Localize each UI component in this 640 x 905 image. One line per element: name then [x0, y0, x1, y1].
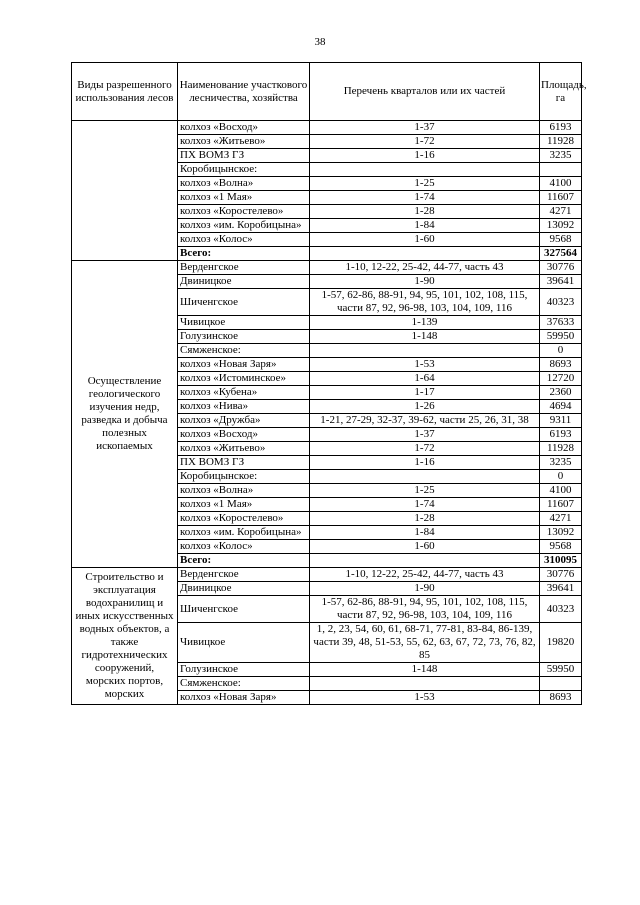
table-row	[72, 121, 582, 135]
forest-use-table	[71, 62, 587, 705]
forestry-name-cell: Двиницкое	[178, 275, 310, 289]
area-cell: 37633	[540, 316, 582, 330]
quarters-cell: 1-60	[310, 540, 540, 554]
forestry-name-cell: колхоз «им. Коробицына»	[178, 219, 310, 233]
quarters-cell: 1-64	[310, 372, 540, 386]
area-cell: 12720	[540, 372, 582, 386]
area-cell: 3235	[540, 149, 582, 163]
forestry-name-cell: Верденгское	[178, 261, 310, 275]
quarters-cell: 1-53	[310, 691, 540, 705]
table-row	[72, 261, 582, 275]
quarters-cell	[310, 344, 540, 358]
header-quarters: Перечень кварталов или их частей	[310, 63, 540, 121]
area-cell: 4271	[540, 205, 582, 219]
forestry-name-cell: Голузинское	[178, 663, 310, 677]
area-cell: 39641	[540, 582, 582, 596]
forestry-name-cell: колхоз «Новая Заря»	[178, 691, 310, 705]
quarters-cell	[310, 247, 540, 261]
forestry-name-cell: колхоз «Волна»	[178, 177, 310, 191]
forestry-name-cell: Коробицынское:	[178, 470, 310, 484]
quarters-cell: 1-90	[310, 582, 540, 596]
quarters-cell: 1-10, 12-22, 25-42, 44-77, часть 43	[310, 568, 540, 582]
total-label: Всего:	[178, 554, 310, 568]
area-cell: 4100	[540, 177, 582, 191]
area-cell: 4271	[540, 512, 582, 526]
forestry-name-cell: колхоз «Новая Заря»	[178, 358, 310, 372]
forestry-name-cell: колхоз «Волна»	[178, 484, 310, 498]
forestry-name-cell: колхоз «1 Мая»	[178, 191, 310, 205]
area-cell: 6193	[540, 121, 582, 135]
area-cell	[540, 677, 582, 691]
forestry-name-cell: колхоз «Колос»	[178, 540, 310, 554]
forestry-name-cell: колхоз «Нива»	[178, 400, 310, 414]
quarters-cell: 1-90	[310, 275, 540, 289]
header-area: Площадь, га	[540, 63, 582, 121]
area-cell: 0	[540, 470, 582, 484]
quarters-cell: 1-53	[310, 358, 540, 372]
quarters-cell: 1-148	[310, 330, 540, 344]
quarters-cell: 1-28	[310, 205, 540, 219]
forestry-name-cell: Чивицкое	[178, 623, 310, 663]
area-cell	[540, 163, 582, 177]
quarters-cell: 1-21, 27-29, 32-37, 39-62, части 25, 26, 31, 38	[310, 414, 540, 428]
forestry-name-cell: Сямженское:	[178, 344, 310, 358]
quarters-cell: 1-57, 62-86, 88-91, 94, 95, 101, 102, 108, 115, части 87, 92, 96-98, 103, 104, 109, 116	[310, 596, 540, 623]
use-type-cell: Осуществление геологического изучения недр, разведка и добыча полезных ископаемых	[72, 261, 178, 568]
forestry-name-cell: Двиницкое	[178, 582, 310, 596]
forestry-name-cell: Верденгское	[178, 568, 310, 582]
area-cell: 40323	[540, 596, 582, 623]
area-cell: 59950	[540, 330, 582, 344]
quarters-cell: 1-25	[310, 484, 540, 498]
area-cell: 11607	[540, 191, 582, 205]
area-cell: 30776	[540, 568, 582, 582]
area-cell: 0	[540, 344, 582, 358]
quarters-cell	[310, 554, 540, 568]
area-cell: 9568	[540, 233, 582, 247]
quarters-cell: 1-72	[310, 442, 540, 456]
quarters-cell: 1-57, 62-86, 88-91, 94, 95, 101, 102, 108, 115, части 87, 92, 96-98, 103, 104, 109, 116	[310, 289, 540, 316]
quarters-cell: 1-37	[310, 121, 540, 135]
forestry-name-cell: колхоз «1 Мая»	[178, 498, 310, 512]
area-cell: 4694	[540, 400, 582, 414]
forestry-name-cell: Шиченгское	[178, 596, 310, 623]
area-cell: 11928	[540, 442, 582, 456]
quarters-cell: 1-74	[310, 191, 540, 205]
forestry-name-cell: колхоз «Коростелево»	[178, 512, 310, 526]
forestry-name-cell: колхоз «им. Коробицына»	[178, 526, 310, 540]
quarters-cell: 1-139	[310, 316, 540, 330]
area-cell: 40323	[540, 289, 582, 316]
area-cell: 3235	[540, 456, 582, 470]
area-cell: 2360	[540, 386, 582, 400]
quarters-cell: 1-16	[310, 456, 540, 470]
use-type-cell: Строительство и эксплуатация водохранилищ и иных искусственных водных объектов, а также гидротехнических сооружений, морских портов, морских	[72, 568, 178, 705]
quarters-cell: 1-74	[310, 498, 540, 512]
forestry-name-cell: колхоз «Восход»	[178, 428, 310, 442]
quarters-cell	[310, 677, 540, 691]
total-area-cell: 310095	[540, 554, 582, 568]
quarters-cell: 1-84	[310, 219, 540, 233]
quarters-cell: 1-72	[310, 135, 540, 149]
table-row	[72, 568, 582, 582]
area-cell: 30776	[540, 261, 582, 275]
quarters-cell: 1-84	[310, 526, 540, 540]
forestry-name-cell: ПХ ВОМЗ ГЗ	[178, 149, 310, 163]
header-type: Виды разрешенного использования лесов	[72, 63, 178, 121]
header-name: Наименование участкового лесничества, хозяйства	[178, 63, 310, 121]
forestry-name-cell: колхоз «Коростелево»	[178, 205, 310, 219]
quarters-cell: 1-37	[310, 428, 540, 442]
forestry-name-cell: колхоз «Истоминское»	[178, 372, 310, 386]
total-area-cell: 327564	[540, 247, 582, 261]
forestry-name-cell: Чивицкое	[178, 316, 310, 330]
quarters-cell: 1-10, 12-22, 25-42, 44-77, часть 43	[310, 261, 540, 275]
quarters-cell: 1-25	[310, 177, 540, 191]
area-cell: 13092	[540, 526, 582, 540]
area-cell: 9568	[540, 540, 582, 554]
area-cell: 39641	[540, 275, 582, 289]
quarters-cell: 1, 2, 23, 54, 60, 61, 68-71, 77-81, 83-84, 86-139, части 39, 48, 51-53, 55, 62, 63, 67, 72, 73, 76, 82, 85	[310, 623, 540, 663]
forestry-name-cell: Коробицынское:	[178, 163, 310, 177]
area-cell: 8693	[540, 691, 582, 705]
area-cell: 4100	[540, 484, 582, 498]
forestry-name-cell: колхоз «Колос»	[178, 233, 310, 247]
quarters-cell: 1-26	[310, 400, 540, 414]
quarters-cell: 1-60	[310, 233, 540, 247]
quarters-cell: 1-17	[310, 386, 540, 400]
quarters-cell	[310, 470, 540, 484]
area-cell: 11607	[540, 498, 582, 512]
forestry-name-cell: колхоз «Восход»	[178, 121, 310, 135]
table-header-row	[72, 63, 582, 121]
forestry-name-cell: Голузинское	[178, 330, 310, 344]
page-number: 38	[314, 36, 326, 48]
total-label: Всего:	[178, 247, 310, 261]
forestry-name-cell: колхоз «Кубена»	[178, 386, 310, 400]
area-cell: 6193	[540, 428, 582, 442]
table-body	[72, 121, 582, 705]
forestry-name-cell: Сямженское:	[178, 677, 310, 691]
forestry-name-cell: колхоз «Житьево»	[178, 442, 310, 456]
forestry-name-cell: колхоз «Житьево»	[178, 135, 310, 149]
forestry-name-cell: Шиченгское	[178, 289, 310, 316]
area-cell: 11928	[540, 135, 582, 149]
area-cell: 13092	[540, 219, 582, 233]
area-cell: 9311	[540, 414, 582, 428]
area-cell: 19820	[540, 623, 582, 663]
area-cell: 8693	[540, 358, 582, 372]
quarters-cell: 1-16	[310, 149, 540, 163]
forestry-name-cell: ПХ ВОМЗ ГЗ	[178, 456, 310, 470]
quarters-cell: 1-28	[310, 512, 540, 526]
quarters-cell: 1-148	[310, 663, 540, 677]
area-cell: 59950	[540, 663, 582, 677]
quarters-cell	[310, 163, 540, 177]
use-type-cell	[72, 121, 178, 261]
forestry-name-cell: колхоз «Дружба»	[178, 414, 310, 428]
